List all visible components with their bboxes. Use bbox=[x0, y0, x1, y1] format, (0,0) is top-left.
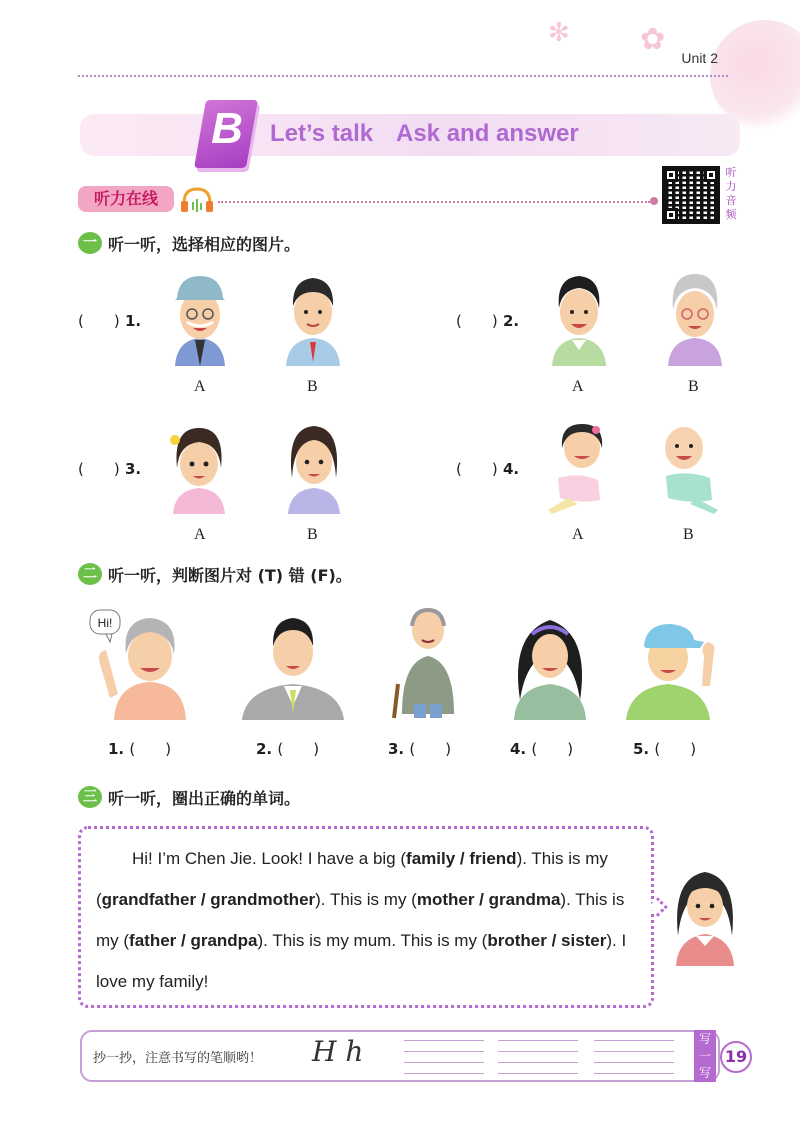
baby-picture-b bbox=[648, 418, 730, 516]
choice-4[interactable]: father / grandpa bbox=[129, 931, 258, 950]
judge-answer-5 bbox=[633, 738, 696, 759]
judge-answer-3 bbox=[388, 738, 451, 759]
passage-text: Hi! I’m Chen Jie. Look! I have a big (family / friend). This is my (grandfather / grandmother). This is my (mother / grandma). This is my (father / grandpa). This is my mum. This is my (brother / sister). I love my family! bbox=[96, 849, 627, 991]
section-title-3: 听一听，圈出正确的单词。 bbox=[108, 789, 301, 808]
qr-code-icon[interactable] bbox=[662, 166, 720, 224]
headphone-icon bbox=[178, 185, 216, 215]
mother-picture-b bbox=[278, 418, 350, 514]
section-number-3: 三 bbox=[78, 786, 102, 808]
flower-decoration: ✿ bbox=[640, 22, 666, 57]
listening-divider bbox=[218, 201, 650, 203]
option-label-a: A bbox=[194, 526, 206, 543]
lesson-title: Let’s talk bbox=[270, 120, 374, 147]
option-label-a: A bbox=[572, 378, 584, 395]
lesson-subtitle: Ask and answer bbox=[396, 120, 579, 147]
section-letter: B bbox=[211, 104, 243, 153]
answer-parentheses[interactable]: ( ) bbox=[531, 740, 574, 758]
section-number-1: 一 bbox=[78, 232, 102, 254]
question-2 bbox=[456, 310, 519, 331]
model-letters: H h bbox=[312, 1035, 364, 1068]
question-number: 1. bbox=[124, 312, 142, 330]
father-picture-b bbox=[278, 270, 348, 366]
flower-decoration: ✻ bbox=[548, 18, 570, 48]
grandmother-picture-b bbox=[660, 270, 730, 366]
writing-lines[interactable] bbox=[404, 1040, 484, 1076]
option-label-a: A bbox=[572, 526, 584, 543]
answer-parentheses[interactable]: ( ) bbox=[277, 740, 320, 758]
grandfather-cane-picture bbox=[388, 604, 468, 720]
item-number: 1. bbox=[108, 740, 125, 758]
item-number: 4. bbox=[510, 740, 527, 758]
man-in-suit-picture bbox=[238, 610, 348, 720]
question-number: 4. bbox=[502, 460, 520, 478]
grandfather-picture-a bbox=[165, 270, 235, 366]
speech-bubble-text: Hi! bbox=[97, 616, 113, 630]
write-tab: 写一写 bbox=[694, 1030, 716, 1082]
question-3 bbox=[78, 458, 141, 479]
judge-answer-4 bbox=[510, 738, 573, 759]
option-label-a: A bbox=[194, 378, 206, 395]
writing-lines[interactable] bbox=[498, 1040, 578, 1076]
brother-picture-a bbox=[544, 270, 614, 366]
answer-parentheses[interactable]: ( ) bbox=[78, 312, 120, 330]
question-number: 3. bbox=[124, 460, 142, 478]
option-label-b: B bbox=[307, 526, 318, 543]
question-1 bbox=[78, 310, 141, 331]
answer-parentheses[interactable]: ( ) bbox=[129, 740, 172, 758]
judge-answer-1 bbox=[108, 738, 171, 759]
choice-3[interactable]: mother / grandma bbox=[416, 890, 561, 909]
item-number: 3. bbox=[388, 740, 405, 758]
section-number-2: 二 bbox=[78, 563, 102, 585]
item-number: 2. bbox=[256, 740, 273, 758]
choice-5[interactable]: brother / sister bbox=[487, 931, 607, 950]
answer-parentheses[interactable]: ( ) bbox=[456, 312, 498, 330]
item-number: 5. bbox=[633, 740, 650, 758]
listening-badge: 听力在线 bbox=[78, 186, 174, 212]
option-label-b: B bbox=[307, 378, 318, 395]
question-number: 2. bbox=[502, 312, 520, 330]
choice-2[interactable]: grandfather / grandmother bbox=[101, 890, 316, 909]
section-title-1: 听一听，选择相应的图片。 bbox=[108, 235, 301, 254]
divider-dot bbox=[650, 197, 658, 205]
writing-lines[interactable] bbox=[594, 1040, 674, 1076]
answer-parentheses[interactable]: ( ) bbox=[78, 460, 120, 478]
choice-1[interactable]: family / friend bbox=[406, 849, 517, 868]
section-title-2: 听一听，判断图片对 (T) 错 (F)。 bbox=[108, 566, 352, 585]
page-number: 19 bbox=[720, 1041, 752, 1073]
chen-jie-picture bbox=[668, 862, 742, 966]
grandmother-waving-picture bbox=[88, 604, 200, 720]
copy-instruction: 抄一抄，注意书写的笔顺哟！ bbox=[93, 1051, 263, 1066]
boy-with-cap-picture bbox=[620, 616, 724, 720]
option-label-b: B bbox=[688, 378, 699, 395]
answer-parentheses[interactable]: ( ) bbox=[456, 460, 498, 478]
audio-label: 听力音频 bbox=[725, 166, 737, 221]
answer-parentheses[interactable]: ( ) bbox=[654, 740, 697, 758]
sister-picture-a bbox=[163, 418, 235, 514]
woman-long-hair-picture bbox=[508, 610, 592, 720]
answer-parentheses[interactable]: ( ) bbox=[409, 740, 452, 758]
question-4 bbox=[456, 458, 519, 479]
option-label-b: B bbox=[683, 526, 694, 543]
judge-answer-2 bbox=[256, 738, 319, 759]
unit-label: Unit 2 bbox=[681, 50, 718, 66]
top-divider bbox=[78, 75, 728, 77]
girl-sitting-picture-a bbox=[538, 418, 620, 516]
